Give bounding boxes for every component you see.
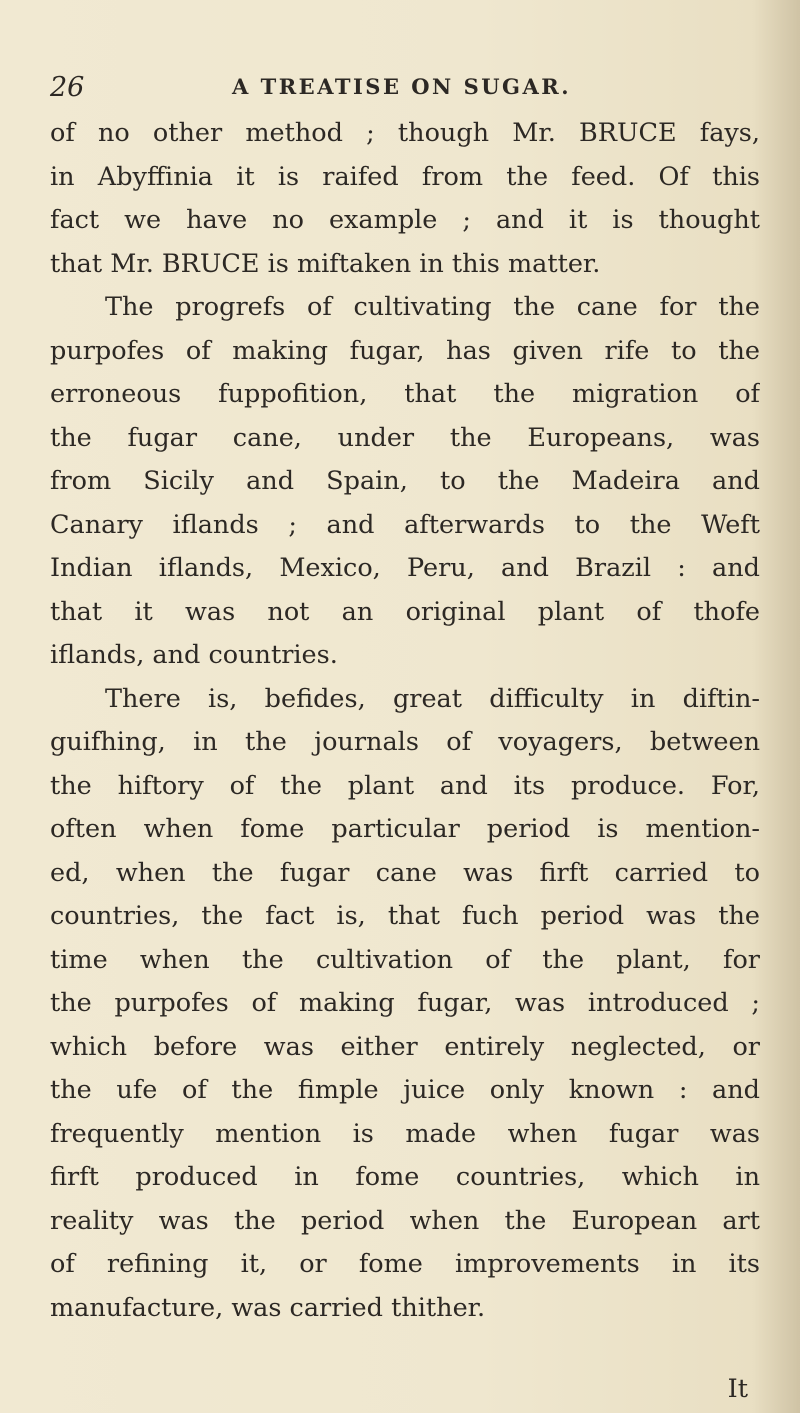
text-line: frequently mention is made when fugar was (50, 1118, 760, 1149)
text-line: countries, the fact is, that fuch period was the (50, 901, 760, 931)
text-line: often when fome particular period is mention- (50, 814, 760, 844)
text-line: of refining it, or fome improvements in its (50, 1249, 760, 1279)
text-line: The progrefs of cultivating the cane for the (105, 292, 760, 322)
text-line: of no other method ; though Mr. BRUCE fays, (50, 118, 760, 148)
text-line: that Mr. BRUCE is miftaken in this matter. (50, 248, 601, 279)
text-line: There is, befides, great difficulty in diftin- (105, 683, 760, 714)
text-line: guifhing, in the journals of voyagers, between (50, 727, 760, 757)
text-line: manufacture, was carried thither. (50, 1292, 486, 1323)
text-line: from Sicily and Spain, to the Madeira and (50, 466, 760, 496)
text-line: iflands, and countries. (50, 640, 338, 670)
catchword: It (727, 1374, 748, 1404)
text-line: firft produced in fome countries, which in (50, 1162, 760, 1192)
text-line: erroneous fuppofition, that the migration of (50, 379, 760, 409)
text-line: the purpofes of making fugar, was introduced ; (50, 988, 760, 1018)
text-line: the hiftory of the plant and its produce. For, (50, 770, 760, 801)
text-line: ed, when the fugar cane was firft carried to (50, 857, 760, 888)
text-line: Indian iflands, Mexico, Peru, and Brazil : and (50, 553, 760, 583)
text-line: reality was the period when the European art (50, 1205, 760, 1236)
text-line: purpofes of making fugar, has given rife to the (50, 335, 760, 366)
text-line: the ufe of the fimple juice only known : and (50, 1075, 760, 1105)
text-line: Canary iflands ; and afterwards to the Weft (50, 509, 760, 540)
page-header (50, 72, 752, 102)
text-line: which before was either entirely neglected, or (50, 1031, 760, 1062)
text-line: fact we have no example ; and it is thought (50, 205, 760, 235)
text-line: the fugar cane, under the Europeans, was (50, 422, 760, 453)
body-text (50, 112, 760, 1330)
running-head: A TREATISE ON SUGAR. (232, 74, 572, 99)
text-line: time when the cultivation of the plant, for (50, 944, 760, 975)
text-line: that it was not an original plant of thofe (50, 596, 760, 627)
text-line: in Abyffinia it is raifed from the feed. Of this (50, 161, 760, 192)
page-number: 26 (50, 72, 85, 103)
